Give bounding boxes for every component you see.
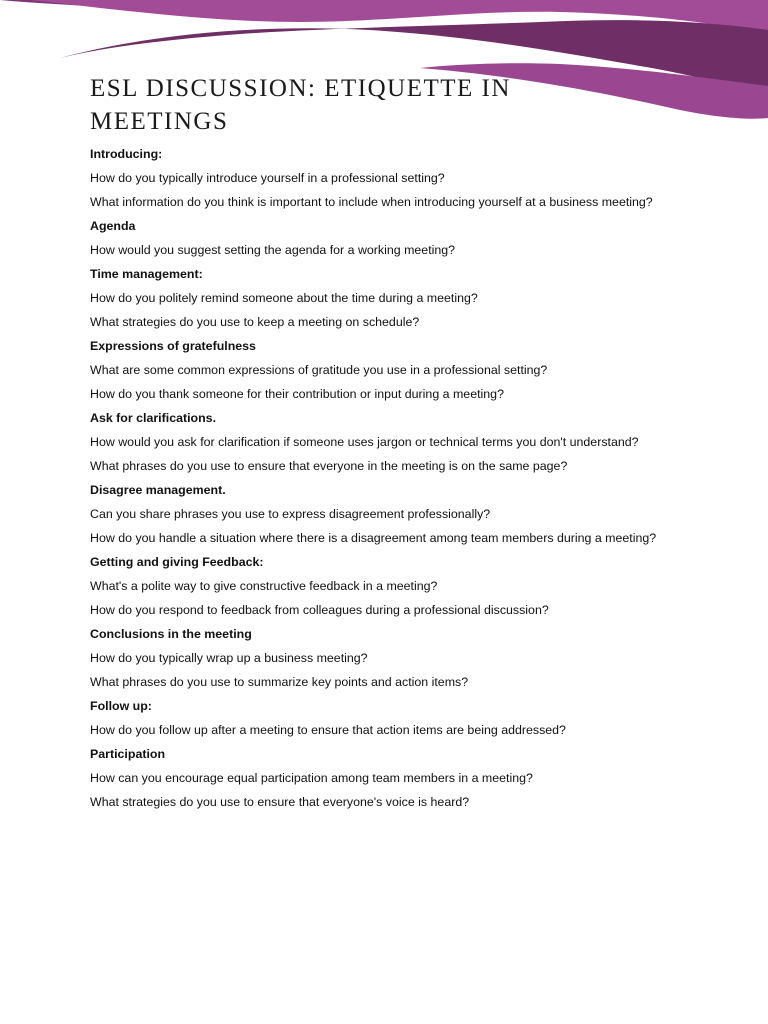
discussion-section: [90, 146, 680, 210]
discussion-question: How do you typically introduce yourself in a professional setting?: [90, 171, 445, 185]
section-heading: Expressions of gratefulness: [90, 339, 256, 353]
section-heading: Disagree management.: [90, 483, 226, 497]
discussion-section: [90, 746, 680, 810]
discussion-section: [90, 482, 680, 546]
discussion-question: How do you handle a situation where there is a disagreement among team members during a meeting?: [90, 531, 657, 545]
discussion-question: How do you politely remind someone about the time during a meeting?: [90, 291, 478, 305]
discussion-section: [90, 410, 680, 474]
discussion-section: [90, 554, 680, 618]
discussion-question: What are some common expressions of gratitude you use in a professional setting?: [90, 363, 548, 377]
discussion-section: [90, 698, 680, 738]
discussion-question: How do you respond to feedback from colleagues during a professional discussion?: [90, 603, 549, 617]
discussion-section: [90, 338, 680, 402]
discussion-question: What strategies do you use to ensure that everyone's voice is heard?: [90, 795, 470, 809]
discussion-section: [90, 266, 680, 330]
discussion-section: [90, 218, 680, 258]
discussion-questions: [90, 146, 680, 818]
discussion-question: How can you encourage equal participation among team members in a meeting?: [90, 771, 533, 785]
discussion-question: How would you ask for clarification if someone uses jargon or technical terms you don't understand?: [90, 435, 639, 449]
section-heading: Follow up:: [90, 699, 152, 713]
discussion-section: [90, 626, 680, 690]
section-heading: Participation: [90, 747, 166, 761]
section-heading: Introducing:: [90, 147, 163, 161]
discussion-question: What phrases do you use to summarize key points and action items?: [90, 675, 469, 689]
discussion-question: What information do you think is important to include when introducing yourself at a business meeting?: [90, 195, 653, 209]
discussion-question: What's a polite way to give constructive feedback in a meeting?: [90, 579, 438, 593]
discussion-question: How do you thank someone for their contribution or input during a meeting?: [90, 387, 504, 401]
section-heading: Time management:: [90, 267, 203, 281]
discussion-question: What strategies do you use to keep a meeting on schedule?: [90, 315, 420, 329]
discussion-question: Can you share phrases you use to express disagreement professionally?: [90, 507, 491, 521]
section-heading: Agenda: [90, 219, 136, 233]
section-heading: Conclusions in the meeting: [90, 627, 252, 641]
section-heading: Ask for clarifications.: [90, 411, 217, 425]
section-heading: Getting and giving Feedback:: [90, 555, 264, 569]
discussion-question: How do you follow up after a meeting to ensure that action items are being addressed?: [90, 723, 566, 737]
discussion-question: What phrases do you use to ensure that everyone in the meeting is on the same page?: [90, 459, 568, 473]
discussion-question: How do you typically wrap up a business meeting?: [90, 651, 368, 665]
page-title: ESL DISCUSSION: ETIQUETTE IN MEETINGS: [90, 75, 511, 135]
discussion-question: How would you suggest setting the agenda for a working meeting?: [90, 243, 456, 257]
